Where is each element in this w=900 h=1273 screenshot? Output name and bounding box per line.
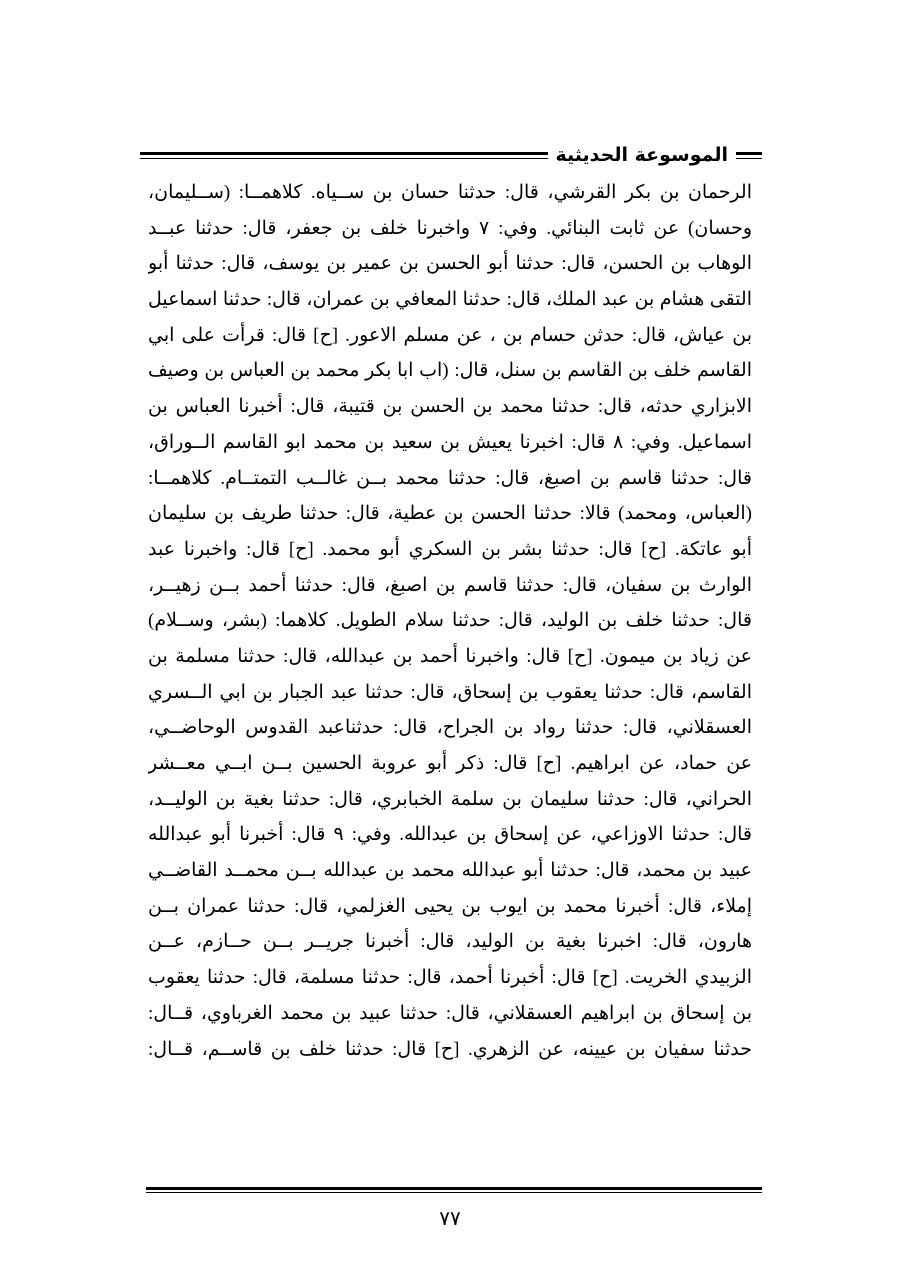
header-title: الموسوعة الحديثية <box>555 144 728 166</box>
text-line: الوهاب بن الحسن، قال: حدثنا أبو الحسن بن عمير بن يوسف، قال: حدثنا أبو <box>148 253 752 275</box>
text-line: إملاء، قال: أخبرنا محمد بن ايوب بن يحيى الغزلمي، قال: حدثنا عمران بــن <box>148 895 752 917</box>
header-rule-left <box>140 152 548 159</box>
text-line: قال: حدثنا قاسم بن اصبغ، قال: حدثنا محمد بــن غالــب التمتــام. كلاهمــا: <box>148 467 752 489</box>
header-rule-right <box>736 152 762 159</box>
text-line: قال: حدثنا خلف بن الوليد، قال: حدثنا سلام الطويل. كلاهما: (بشر، وســلام) <box>148 610 752 632</box>
text-line: عن حماد، عن ابراهيم. [ح] قال: ذكر أبو عروبة الحسين بــن ابــي معــشر <box>148 753 752 774</box>
page-number: ٧٧ <box>439 1208 461 1230</box>
text-line: العسقلاني، قال: حدثنا رواد بن الجراح، قال: حدثناعبد القدوس الوحاضــي، <box>148 717 752 739</box>
body-text <box>148 175 752 1067</box>
text-line: وحسان) عن ثابت البنائي. وفي: ٧ واخبرنا خلف بن جعفر، قال: حدثنا عبــد <box>148 217 752 239</box>
text-line: حدثنا سفيان بن عيينه، عن الزهري. [ح] قال: حدثنا خلف بن قاســم، قــال: <box>148 1038 752 1060</box>
text-line: التقى هشام بن عبد الملك، قال: حدثنا المعافي بن عمران، قال: حدثنا اسماعيل <box>148 289 752 311</box>
text-line: القاسم خلف بن القاسم بن سنل، قال: (اب ابا بكر محمد بن العباس بن وصيف <box>148 360 752 382</box>
text-line: هارون، قال: اخبرنا بغية بن الوليد، قال: أخبرنا جريــر بــن حــازم، عــن <box>148 931 752 953</box>
running-header <box>140 140 762 170</box>
text-line: القاسم، قال: حدثنا يعقوب بن إسحاق، قال: حدثنا عبد الجبار بن ابي الــسري <box>148 681 752 703</box>
text-line: بن إسحاق بن ابراهيم العسقلاني، قال: حدثنا عبيد بن محمد الغرباوي، قــال: <box>148 1002 752 1024</box>
text-line: اسماعيل. وفي: ٨ قال: اخبرنا يعيش بن سعيد بن محمد ابو القاسم الــوراق، <box>148 431 752 453</box>
text-line: عبيد بن محمد، قال: حدثنا أبو عبدالله محمد بن عبدالله بــن محمــد القاضــي <box>148 860 752 882</box>
text-line: أبو عاتكة. [ح] قال: حدثنا بشر بن السكري أبو محمد. [ح] قال: واخبرنا عبد <box>148 538 752 560</box>
text-line: قال: حدثنا الاوزاعي، عن إسحاق بن عبدالله. وفي: ٩ قال: أخبرنا أبو عبدالله <box>148 824 752 846</box>
text-line: الحراني، قال: حدثنا سليمان بن سلمة الخبابري، قال: حدثنا بغية بن الوليــد، <box>148 788 752 810</box>
text-line: الرحمان بن بكر القرشي، قال: حدثنا حسان بن ســياه. كلاهمــا: (ســليمان، <box>148 182 752 203</box>
text-line: الزبيدي الخريت. [ح] قال: أخبرنا أحمد، قال: حدثنا مسلمة، قال: حدثنا يعقوب <box>148 967 752 989</box>
text-line: الوارث بن سفيان، قال: حدثنا قاسم بن اصبغ، قال: حدثنا أحمد بــن زهيــر، <box>148 574 752 596</box>
text-line: بن عياش، قال: حدثن حسام بن ، عن مسلم الاعور. [ح] قال: قرأت على ابي <box>148 324 752 346</box>
text-line: الابزاري حدثه، قال: حدثنا محمد بن الحسن بن قتيبة، قال: أخبرنا العباس بن <box>148 396 752 418</box>
text-line: عن زياد بن ميمون. [ح] قال: واخبرنا أحمد بن عبدالله، قال: حدثنا مسلمة بن <box>148 645 752 667</box>
text-line: (العباس، ومحمد) قالا: حدثنا الحسن بن عطية، قال: حدثنا طريف بن سليمان <box>148 503 752 525</box>
footer-rule <box>146 1187 762 1193</box>
